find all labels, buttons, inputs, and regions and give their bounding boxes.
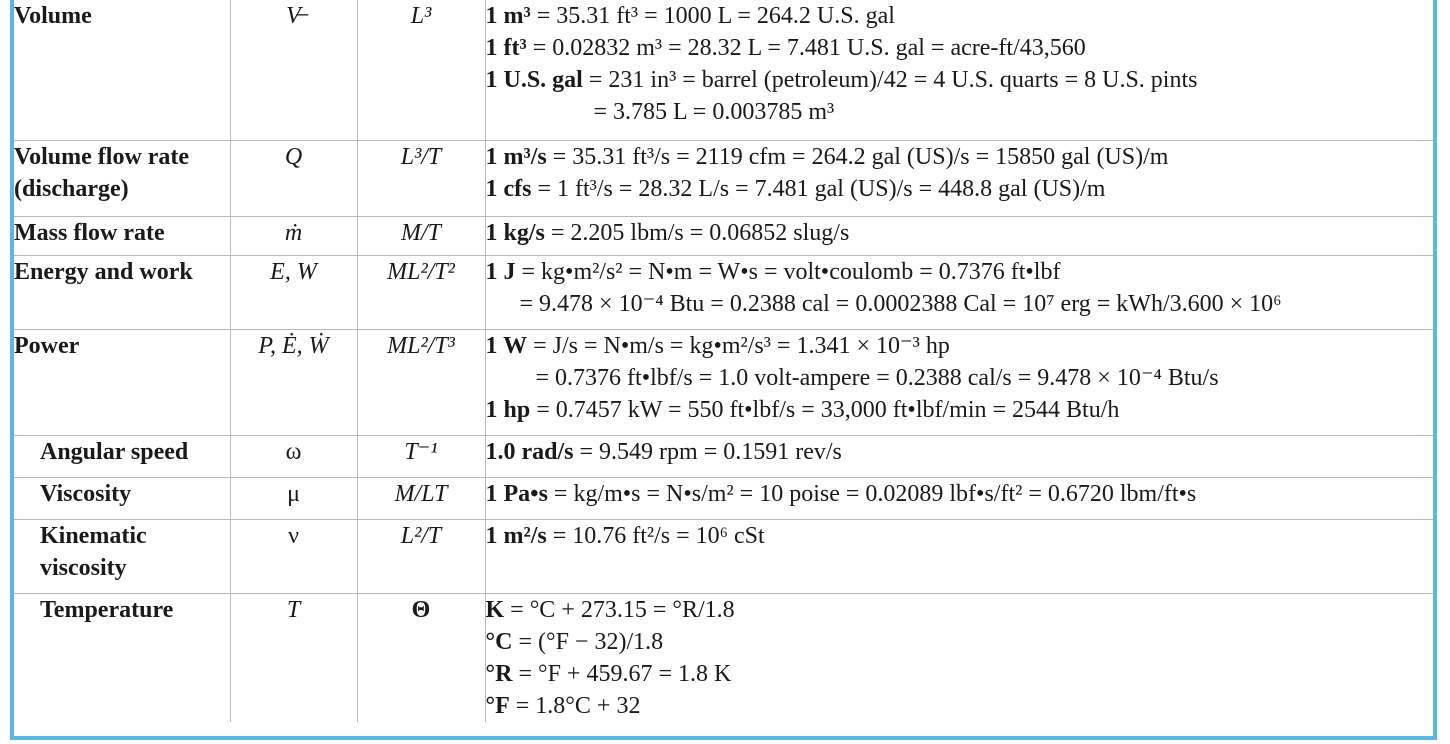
table-row bbox=[14, 329, 1433, 435]
quantity-name: Angular speed bbox=[14, 435, 230, 477]
conversion-cell bbox=[485, 477, 1433, 519]
conversion-cell bbox=[485, 255, 1433, 329]
conversion-cell bbox=[485, 435, 1433, 477]
conversion-text: = 0.7376 ft•lbf/s = 1.0 volt-ampere = 0.2388 cal/s = 9.478 × 10⁻⁴ Btu/s bbox=[535, 364, 1219, 391]
conversion-text: = 1 ft³/s = 28.32 L/s = 7.481 gal (US)/s = 448.8 gal (US)/m bbox=[531, 175, 1106, 202]
conversion-line bbox=[486, 394, 1434, 426]
table-row bbox=[14, 477, 1433, 519]
conversion-line bbox=[486, 658, 1434, 690]
conversion-cell bbox=[485, 329, 1433, 435]
table-row bbox=[14, 216, 1433, 255]
quantity-dimension: T⁻¹ bbox=[357, 435, 485, 477]
conversion-text: = 3.785 L = 0.003785 m³ bbox=[593, 99, 835, 125]
quantity-symbol: ν bbox=[230, 519, 357, 593]
conversion-lead: 1 hp bbox=[485, 396, 531, 423]
conversion-text: = J/s = N•m/s = kg•m²/s³ = 1.341 × 10⁻³ hp bbox=[527, 332, 950, 359]
quantity-name: Temperature bbox=[14, 593, 230, 722]
conversion-lead: °F bbox=[485, 692, 510, 719]
quantity-symbol: P, Ė, Ẇ bbox=[230, 329, 357, 435]
conversion-line bbox=[486, 594, 1434, 626]
conversion-line bbox=[486, 288, 1434, 320]
quantity-name: Power bbox=[14, 329, 230, 435]
quantity-dimension: M/LT bbox=[357, 477, 485, 519]
conversion-lead: 1 J bbox=[485, 258, 516, 285]
quantity-name: Viscosity bbox=[14, 477, 230, 519]
conversion-text: = 9.549 rpm = 0.1591 rev/s bbox=[573, 438, 842, 465]
conversion-text: = 35.31 ft³ = 1000 L = 264.2 U.S. gal bbox=[530, 3, 895, 29]
conversion-lead: K bbox=[485, 596, 505, 623]
quantity-dimension: Θ bbox=[357, 593, 485, 722]
quantity-dimension: L³/T bbox=[357, 140, 485, 216]
conversion-line bbox=[486, 626, 1434, 658]
conversion-text: = °C + 273.15 = °R/1.8 bbox=[504, 596, 735, 623]
conversion-text: = 9.478 × 10⁻⁴ Btu = 0.2388 cal = 0.0002388 Cal = 10⁷ erg = kWh/3.600 × 10⁶ bbox=[519, 290, 1282, 317]
conversion-text: = 0.02832 m³ = 28.32 L = 7.481 U.S. gal = acre-ft/43,560 bbox=[526, 35, 1086, 61]
conversion-line bbox=[486, 690, 1434, 722]
conversion-line bbox=[486, 362, 1434, 394]
table-row bbox=[14, 140, 1433, 216]
conversion-lead: 1 m³/s bbox=[485, 143, 547, 170]
conversion-lead: °R bbox=[485, 660, 513, 687]
quantity-dimension: ML²/T³ bbox=[357, 329, 485, 435]
quantity-symbol: μ bbox=[230, 477, 357, 519]
conversion-line bbox=[486, 330, 1434, 362]
conversion-line bbox=[486, 217, 1434, 249]
conversion-line bbox=[486, 478, 1434, 510]
conversion-text: = kg•m²/s² = N•m = W•s = volt•coulomb = 0.7376 ft•lbf bbox=[515, 258, 1061, 285]
quantity-symbol: ṁ bbox=[230, 216, 357, 255]
conversion-text: = 1.8°C + 32 bbox=[509, 692, 641, 719]
conversion-text: = °F + 459.67 = 1.8 K bbox=[512, 660, 732, 687]
quantity-symbol: ω bbox=[230, 435, 357, 477]
quantity-symbol: T bbox=[230, 593, 357, 722]
quantity-name: Volume flow rate (discharge) bbox=[14, 140, 230, 216]
conversion-lead: 1 m³ bbox=[485, 3, 531, 29]
quantity-dimension: L²/T bbox=[357, 519, 485, 593]
quantity-name: Energy and work bbox=[14, 255, 230, 329]
conversion-line bbox=[486, 256, 1434, 288]
conversion-text: = 10.76 ft²/s = 10⁶ cSt bbox=[546, 522, 765, 549]
conversion-line bbox=[486, 520, 1434, 552]
quantity-name: Kinematic viscosity bbox=[14, 519, 230, 593]
conversion-lead: 1 cfs bbox=[485, 175, 532, 202]
table-row bbox=[14, 519, 1433, 593]
quantity-symbol: Q bbox=[230, 140, 357, 216]
conversion-line bbox=[486, 173, 1434, 205]
conversion-lead: 1 ft³ bbox=[485, 35, 527, 61]
conversion-lead: °C bbox=[485, 628, 513, 655]
table-row bbox=[14, 593, 1433, 722]
conversion-line bbox=[486, 64, 1434, 96]
conversion-line bbox=[486, 141, 1434, 173]
conversion-cell bbox=[485, 140, 1433, 216]
conversion-table-frame bbox=[10, 0, 1437, 740]
conversion-lead: 1 m²/s bbox=[485, 522, 547, 549]
conversion-line bbox=[486, 0, 1434, 32]
conversion-line bbox=[486, 96, 1434, 128]
conversion-cell bbox=[485, 519, 1433, 593]
conversion-text: = 35.31 ft³/s = 2119 cfm = 264.2 gal (US)/s = 15850 gal (US)/m bbox=[546, 143, 1169, 170]
conversion-cell bbox=[485, 216, 1433, 255]
table-row bbox=[14, 255, 1433, 329]
unit-conversion-table bbox=[14, 0, 1433, 722]
quantity-dimension: L³ bbox=[357, 0, 485, 140]
conversion-text: = (°F − 32)/1.8 bbox=[512, 628, 664, 655]
quantity-dimension: ML²/T² bbox=[357, 255, 485, 329]
conversion-line bbox=[486, 32, 1434, 64]
conversion-lead: 1 kg/s bbox=[485, 219, 545, 246]
quantity-symbol: E, W bbox=[230, 255, 357, 329]
conversion-cell bbox=[485, 0, 1433, 140]
quantity-name: Mass flow rate bbox=[14, 216, 230, 255]
conversion-lead: 1 Pa•s bbox=[485, 480, 548, 507]
quantity-symbol: V̶ bbox=[230, 0, 357, 140]
table-row bbox=[14, 0, 1433, 140]
quantity-name: Volume bbox=[14, 0, 230, 140]
conversion-text: = 0.7457 kW = 550 ft•lbf/s = 33,000 ft•lbf/min = 2544 Btu/h bbox=[530, 396, 1120, 423]
conversion-text: = 231 in³ = barrel (petroleum)/42 = 4 U.S. quarts = 8 U.S. pints bbox=[582, 67, 1198, 93]
conversion-line bbox=[486, 436, 1434, 468]
conversion-lead: 1 W bbox=[485, 332, 528, 359]
conversion-lead: 1.0 rad/s bbox=[485, 438, 574, 465]
quantity-dimension: M/T bbox=[357, 216, 485, 255]
conversion-text: = 2.205 lbm/s = 0.06852 slug/s bbox=[544, 219, 850, 246]
conversion-text: = kg/m•s = N•s/m² = 10 poise = 0.02089 lbf•s/ft² = 0.6720 lbm/ft•s bbox=[547, 480, 1197, 507]
conversion-lead: 1 U.S. gal bbox=[485, 67, 583, 93]
conversion-cell bbox=[485, 593, 1433, 722]
table-row bbox=[14, 435, 1433, 477]
